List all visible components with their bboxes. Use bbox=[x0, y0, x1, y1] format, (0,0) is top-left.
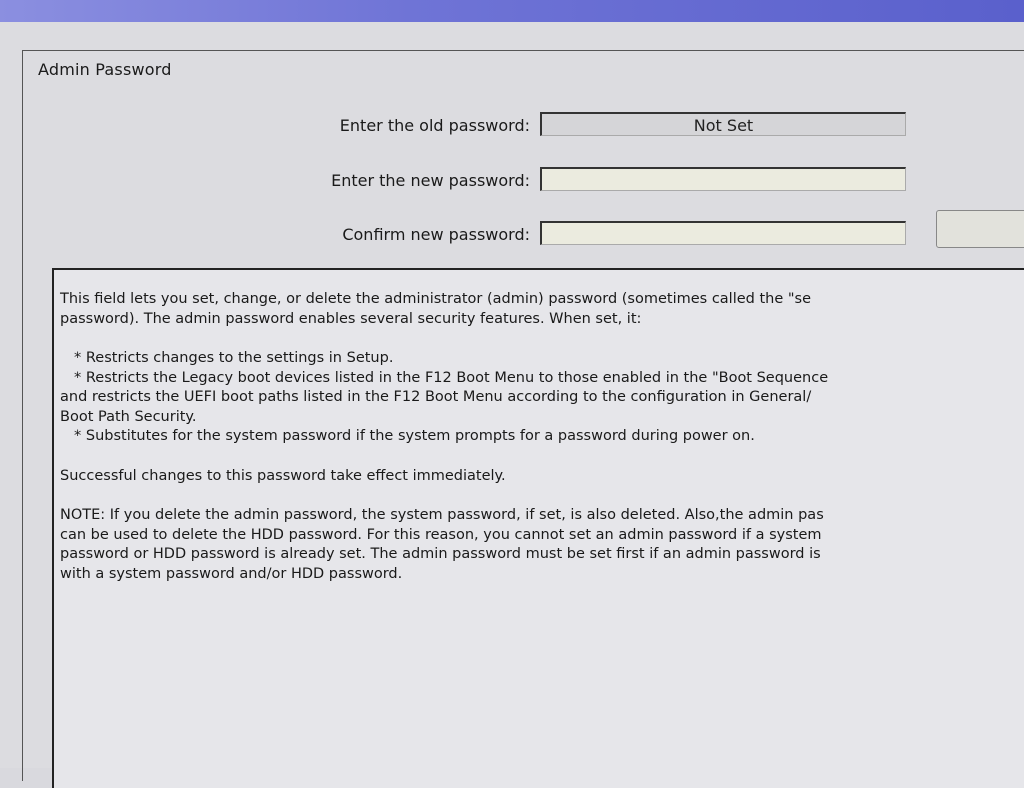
confirm-password-label: Confirm new password: bbox=[342, 225, 530, 244]
help-bullet-2-line3: Boot Path Security. bbox=[60, 408, 197, 425]
new-password-field[interactable] bbox=[540, 167, 906, 191]
help-bullet-2-line2: and restricts the UEFI boot paths listed in the F12 Boot Menu according to the configuration in General/ bbox=[60, 389, 812, 405]
help-bullet-3: * Substitutes for the system password if the system prompts for a password during power on. bbox=[74, 428, 755, 444]
ok-button[interactable] bbox=[936, 210, 1024, 248]
new-password-row bbox=[0, 167, 1024, 197]
help-intro-line1: This field lets you set, change, or delete the administrator (admin) password (sometimes called the "se bbox=[60, 291, 812, 307]
help-panel bbox=[52, 268, 1024, 788]
help-note-line3: password or HDD password is already set. The admin password must be set first if an admin password is bbox=[60, 546, 821, 562]
help-bullet-2-line1: * Restricts the Legacy boot devices listed in the F12 Boot Menu to those enabled in the "Boot Sequence bbox=[74, 369, 829, 386]
confirm-password-field[interactable] bbox=[540, 221, 906, 245]
window-title-bar bbox=[0, 0, 1024, 22]
help-text bbox=[60, 290, 1024, 584]
help-note-line2: can be used to delete the HDD password. For this reason, you cannot set an admin password if a system bbox=[60, 526, 822, 543]
old-password-field[interactable]: Not Set bbox=[540, 112, 906, 136]
help-note-line1: NOTE: If you delete the admin password, the system password, if set, is also deleted. Also,the admin pas bbox=[60, 507, 824, 523]
help-intro-line2: password). The admin password enables several security features. When set, it: bbox=[60, 310, 642, 327]
help-bullet-1: * Restricts changes to the settings in Setup. bbox=[74, 350, 394, 366]
old-password-label: Enter the old password: bbox=[339, 116, 530, 135]
new-password-label: Enter the new password: bbox=[331, 171, 530, 190]
help-note-line4: with a system password and/or HDD password. bbox=[60, 565, 403, 582]
old-password-row bbox=[0, 112, 1024, 142]
group-title: Admin Password bbox=[38, 60, 176, 79]
confirm-password-row bbox=[0, 221, 1024, 251]
help-effect: Successful changes to this password take effect immediately. bbox=[60, 467, 506, 484]
